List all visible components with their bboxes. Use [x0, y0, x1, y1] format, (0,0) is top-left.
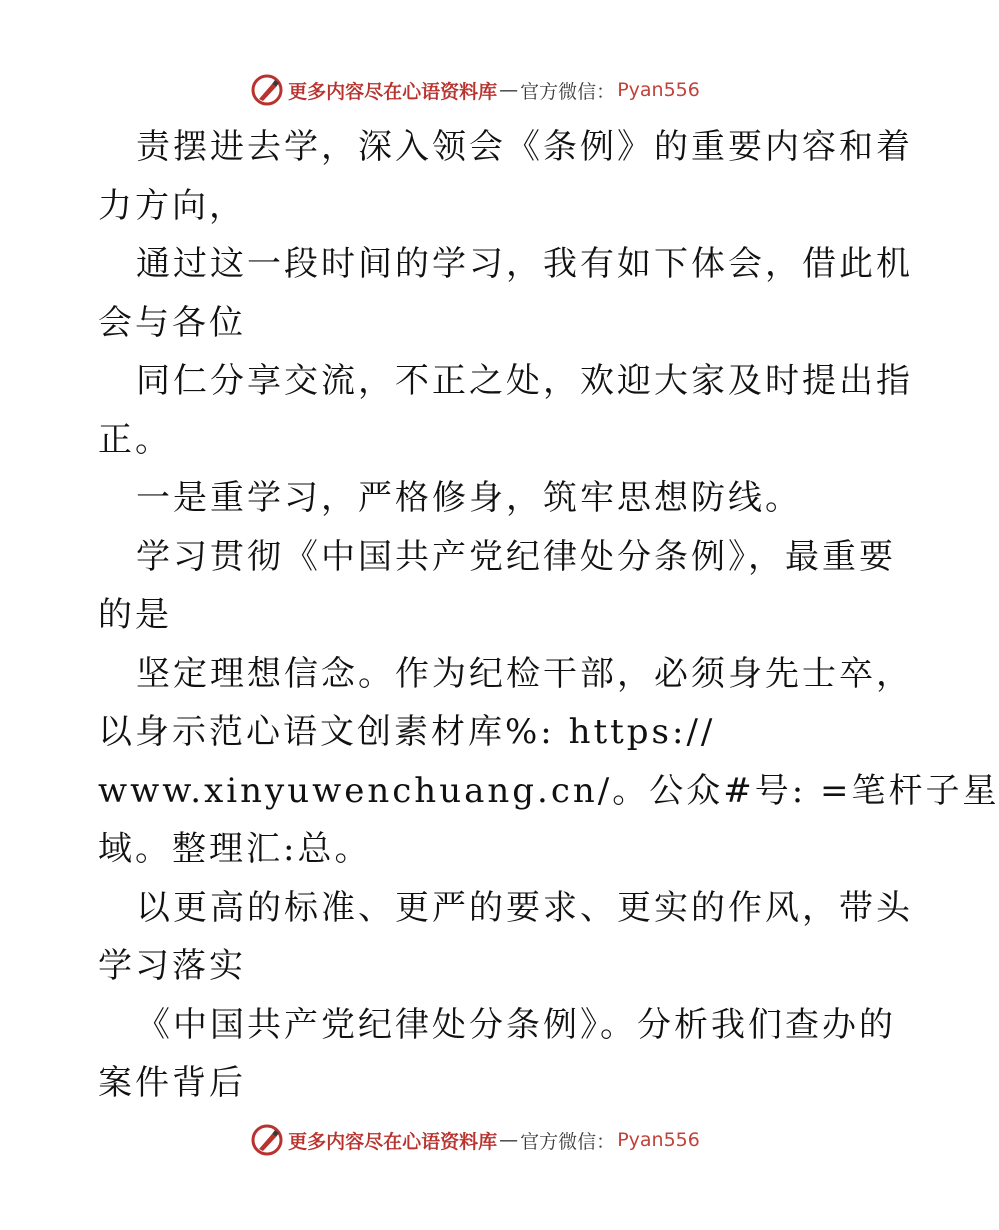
text-line: 责摆进去学，深入领会《条例》的重要内容和着: [136, 127, 913, 167]
text-line: 以身示范心语文创素材库%: https://: [98, 712, 716, 752]
text-line: 会与各位: [98, 302, 246, 343]
header-dash: —: [499, 79, 519, 101]
text-line: 同仁分享交流，不正之处，欢迎大家及时提出指: [136, 361, 913, 401]
text-line: 通过这一段时间的学习，我有如下体会，借此机: [136, 244, 913, 284]
pen-logo-icon: [250, 1123, 284, 1157]
footer-wechat-id: Pyan556: [617, 1129, 700, 1151]
text-line: 的是: [98, 595, 172, 635]
text-line: 力方向，: [98, 185, 246, 226]
text-line: 正。: [98, 419, 172, 460]
header-banner: [0, 70, 950, 110]
header-wechat-id: Pyan556: [617, 79, 700, 101]
text-line: 《中国共产党纪律处分条例》。分析我们查办的: [136, 1004, 896, 1045]
text-line: 学习落实: [98, 946, 246, 986]
text-line: 以更高的标准、更严的要求、更实的作风，带头: [136, 887, 913, 928]
header-brand-text: 更多内容尽在心语资料库: [288, 80, 498, 103]
text-line: 坚定理想信念。作为纪检干部，必须身先士卒，: [136, 653, 913, 694]
text-line: 域。整理汇:总。: [98, 829, 372, 869]
text-line: 案件背后: [98, 1063, 246, 1103]
footer-banner: [0, 1120, 950, 1160]
text-line: 一是重学习，严格修身，筑牢思想防线。: [136, 478, 802, 518]
footer-wechat-label: 官方微信：: [520, 1130, 616, 1153]
text-line: www.xinyuwenchuang.cn/。公众#号: =笔杆子星: [98, 770, 999, 811]
footer-brand-text: 更多内容尽在心语资料库: [288, 1130, 498, 1153]
footer-dash: —: [499, 1129, 519, 1151]
pen-logo-icon: [250, 73, 284, 107]
header-wechat-label: 官方微信：: [520, 80, 616, 103]
body-text: [98, 118, 999, 1113]
text-line: 学习贯彻《中国共产党纪律处分条例》，最重要: [136, 536, 896, 577]
